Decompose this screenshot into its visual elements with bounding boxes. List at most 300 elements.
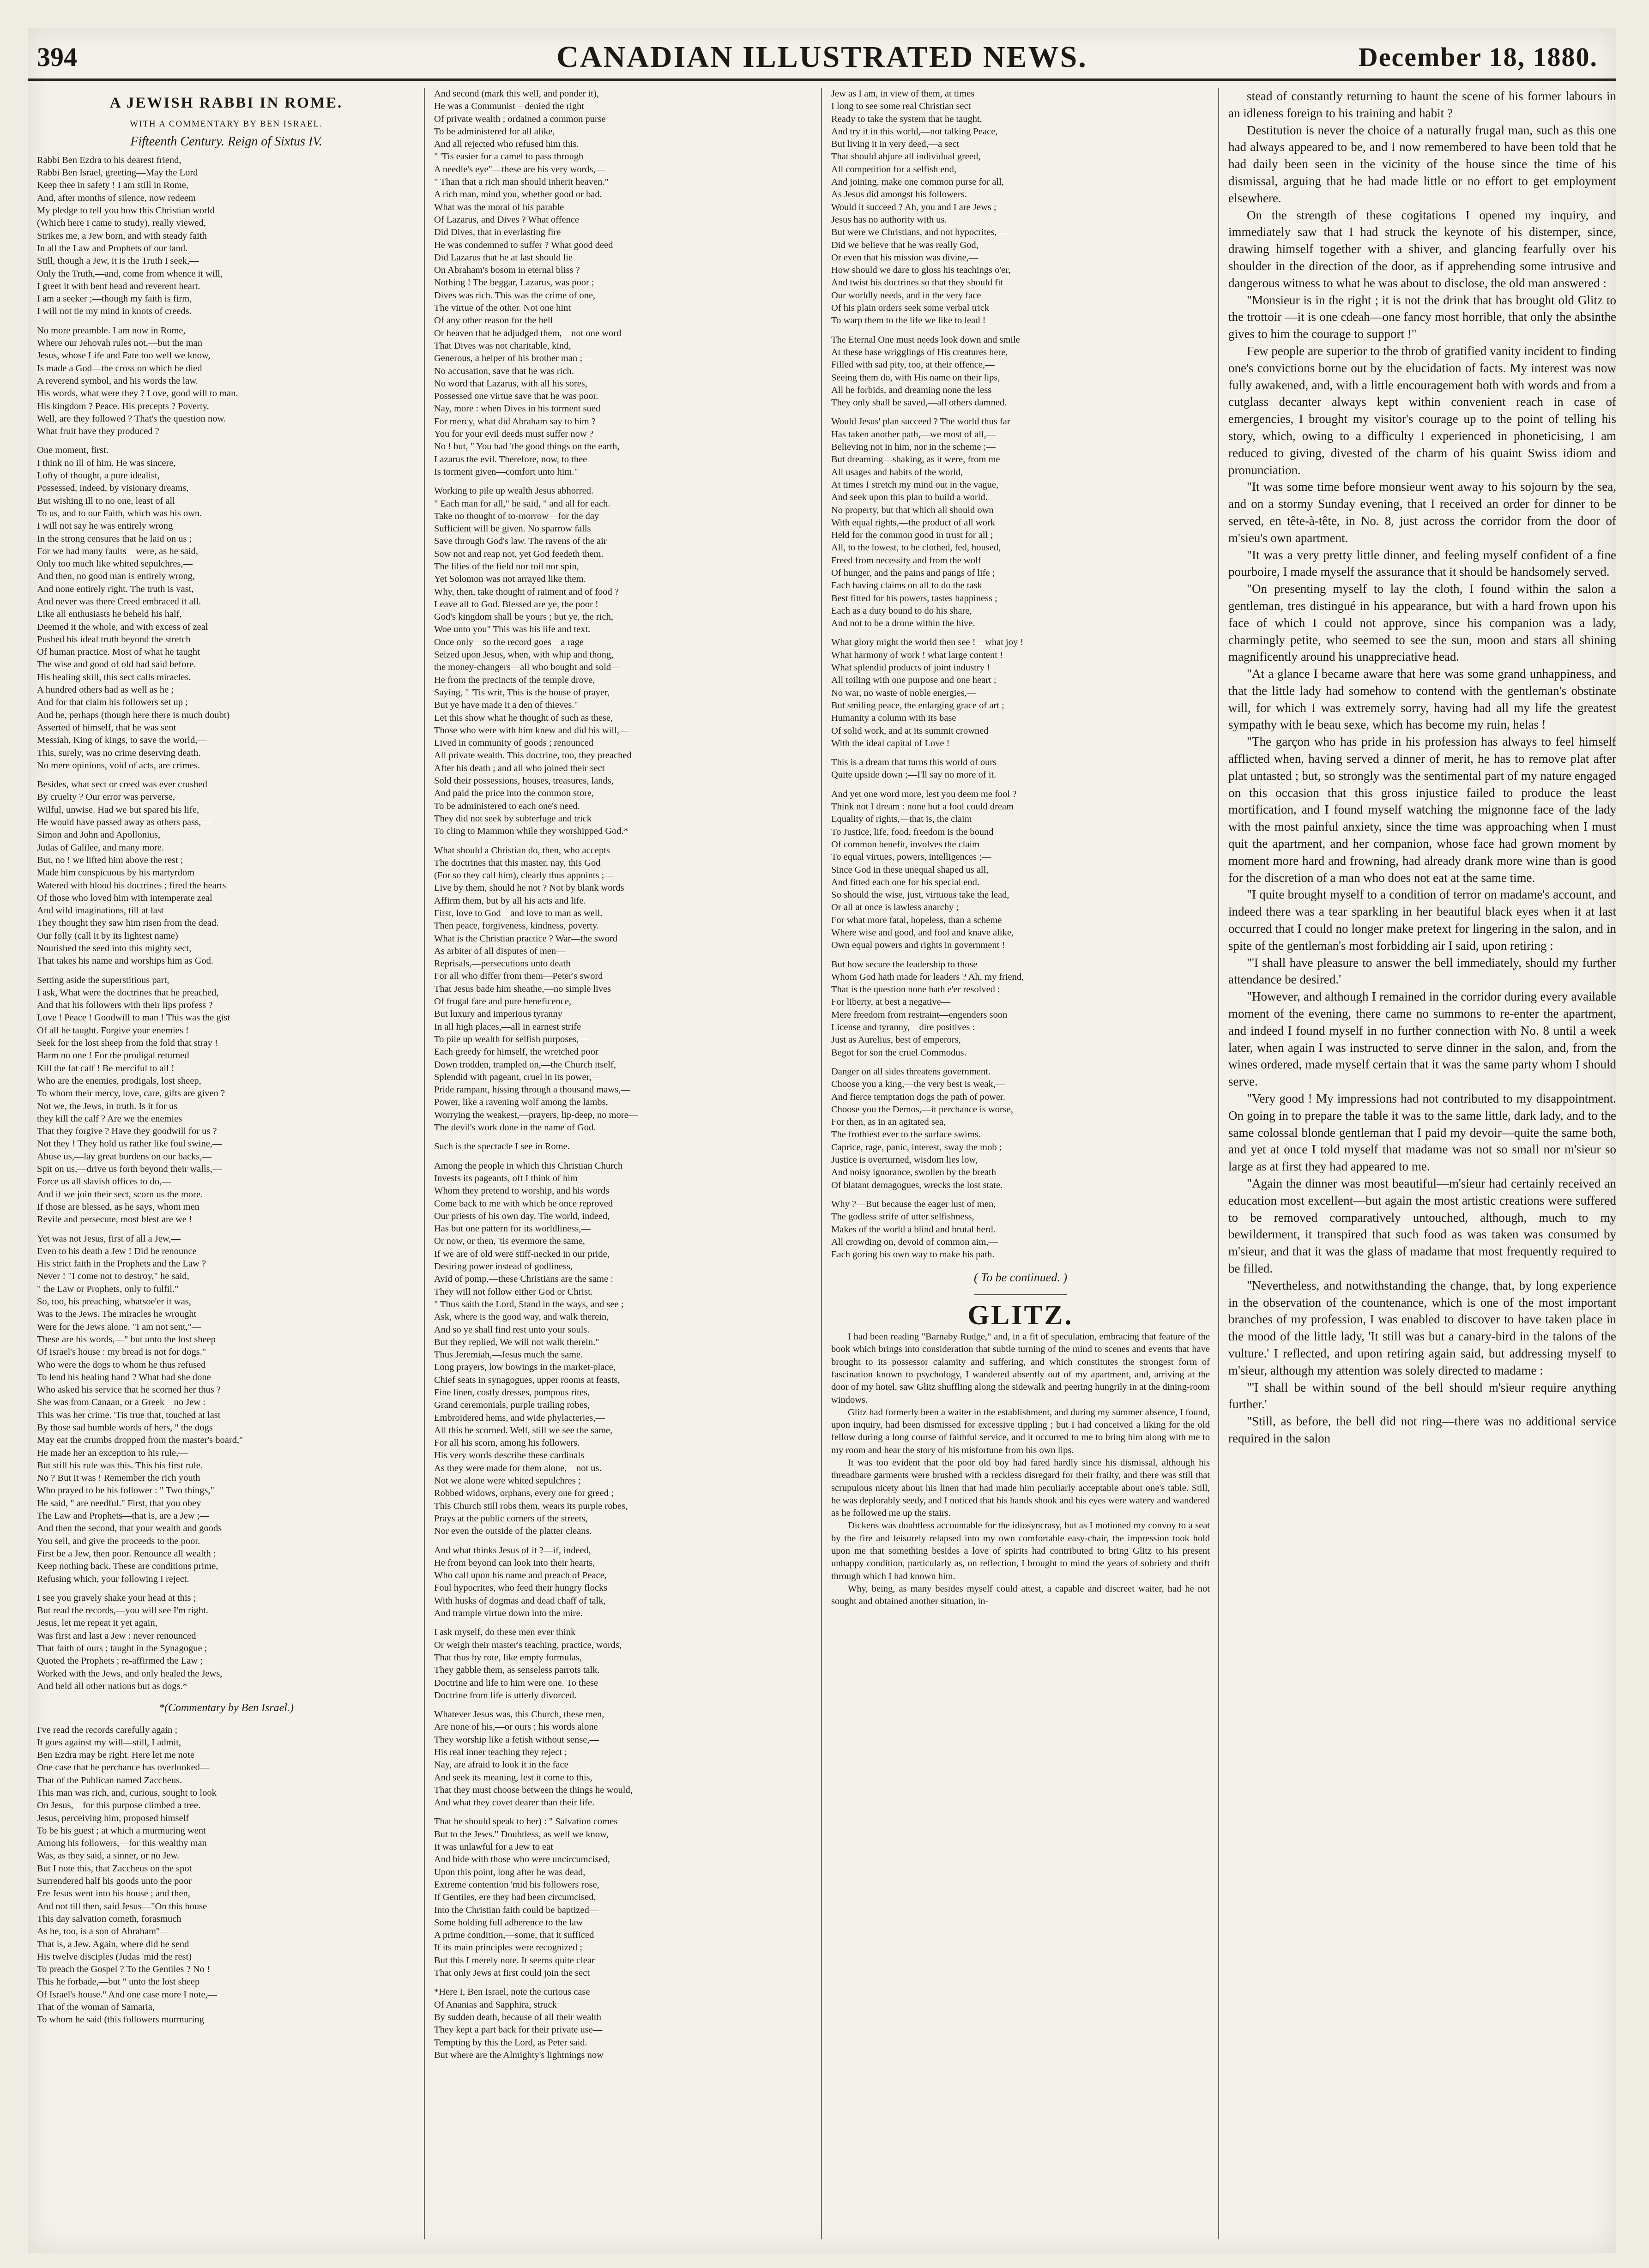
verse-line: Affirm them, but by all his acts and life.	[434, 895, 586, 906]
verse-line: Of his plain orders seek some verbal trick	[831, 303, 990, 314]
stanza	[831, 88, 1210, 327]
verse-line: That only Jews at first could join the sect	[434, 1968, 590, 1978]
verse-line: I think no ill of him. He was sincere,	[37, 458, 176, 468]
verse-line: That he should speak to her) : " Salvation comes	[434, 1816, 618, 1827]
paragraph: "However, and although I remained in the corridor during every available moment of the evening, there came no summons to re-enter the apartment, and indeed I found myself in no further connection with No. 8 until a week later, when again I was instructed to serve dinner in the salon, and, from the wines ordered, made myself certain that it was the same party whom I should serve.	[1228, 989, 1616, 1089]
verse-line: Sold their possessions, houses, treasures, lands,	[434, 776, 614, 786]
verse-line: By those sad humble words of hers, " the dogs	[37, 1422, 213, 1433]
verse-line: A reverend symbol, and his words the law.	[37, 375, 198, 386]
verse-line: For mercy, what did Abraham say to him ?	[434, 416, 596, 427]
verse-line: Chief seats in synagogues, upper rooms at feasts,	[434, 1375, 620, 1385]
verse-line: Tempting by this the Lord, as Peter said.	[434, 2037, 587, 2048]
verse-line: For all who differ from them—Peter's sword	[434, 971, 603, 982]
verse-line: I ask myself, do these men ever think	[434, 1627, 576, 1638]
verse-line: His words, what were they ? Love, good will to man.	[37, 388, 238, 399]
paragraph: "I quite brought myself to a condition of terror on madame's account, and indeed there was a tear sparkling in her beautiful black eyes when it at last occurred that I could no longer make pretext for lingering in the salon, and in spite of the gentleman's most forbidding air I said, upon retiring :	[1228, 887, 1616, 953]
verse-line: They kept a part back for their private use—	[434, 2025, 603, 2035]
verse-line: Choose you the Demos,—it perchance is worse,	[831, 1104, 1013, 1115]
verse-line: Danger on all sides threatens government.	[831, 1066, 991, 1077]
verse-line: And for that claim his followers set up ;	[37, 697, 188, 708]
verse-line: What fruit have they produced ?	[37, 426, 159, 437]
verse-line: Not we, the Jews, in truth. Is it for us	[37, 1101, 178, 1111]
verse-line: And second (mark this well, and ponder it),	[434, 89, 599, 99]
verse-line: Why ?—But because the eager lust of men,	[831, 1199, 996, 1209]
verse-line: Rabbi Ben Ezdra to his dearest friend,	[37, 155, 181, 165]
verse-line: To whom he said (this followers murmuring	[37, 2015, 204, 2025]
stanza	[37, 154, 416, 318]
verse-line: And he, perhaps (though here there is much doubt)	[37, 710, 230, 720]
verse-line: Grand ceremonials, purple trailing robes,	[434, 1400, 590, 1411]
verse-line: No mere opinions, void of acts, are crimes.	[37, 760, 200, 771]
verse-line: That takes his name and worships him as God.	[37, 956, 214, 966]
stanza	[37, 1592, 416, 1693]
verse-line: All competition for a selfish end,	[831, 164, 956, 175]
verse-line: Of common benefit, involves the claim	[831, 839, 980, 850]
verse-line: Ready to take the system that he taught,	[831, 114, 982, 124]
verse-line: And twist his doctrines so that they should fit	[831, 277, 1003, 288]
verse-line: " Thus saith the Lord, Stand in the ways, and see ;	[434, 1299, 624, 1309]
verse-line: Are none of his,—or ours ; his words alone	[434, 1722, 598, 1732]
verse-line: Avid of pomp,—these Christians are the same :	[434, 1274, 613, 1285]
verse-line: I long to see some real Christian sect	[831, 101, 971, 112]
stanza	[831, 1198, 1210, 1261]
verse-line: They gabble them, as senseless parrots talk.	[434, 1665, 600, 1676]
verse-line: They worship like a fetish without sense,—	[434, 1734, 599, 1745]
verse-line: But living it in very deed,—a sect	[831, 139, 960, 150]
paragraph: On the strength of these cogitations I opened my inquiry, and immediately saw that I had struck the keynote of his distemper, since, drawing himself together with a shiver, and glancing fearfully over his shoulder in the direction of the door, as if apprehending some intrusive and dangerous witness to what he was about to disclose, the old man answered :	[1228, 208, 1616, 290]
verse-line: Jesus, let me repeat it yet again,	[37, 1618, 157, 1629]
article-title: A JEWISH RABBI IN ROME.	[109, 95, 343, 111]
paragraph: It was too evident that the poor old boy had fared hardly since his dismissal, although his threadbare garments were brushed with a reckless disregard for their frailty, and there was still that scrupulous nicety about his linen that had made him peculiarly acceptable about one's table. Still, he was deplorably seedy, and I noticed that his hands shook and his eyes were watery and wandered as he followed me up the stairs.	[831, 1457, 1210, 1519]
verse-line: Among his followers,—for this wealthy man	[37, 1838, 207, 1849]
stanza	[434, 1816, 813, 1979]
verse-line: The lilies of the field nor toil nor spin,	[434, 561, 579, 572]
verse-line: That is the question none hath e'er resolved ;	[831, 984, 1000, 995]
verse-line: In all the Law and Prophets of our land.	[37, 243, 188, 253]
verse-line: Equality of rights,—that is, the claim	[831, 814, 972, 825]
verse-line: Humanity a column with its base	[831, 713, 956, 724]
verse-line: Nothing ! The beggar, Lazarus, was poor ;	[434, 277, 594, 288]
verse-line: But how secure the leadership to those	[831, 959, 978, 970]
verse-line: Prays at the public corners of the streets,	[434, 1513, 588, 1524]
article-subtitle: WITH A COMMENTARY BY BEN ISRAEL.	[130, 119, 323, 129]
verse-line: Whom God hath made for leaders ? Ah, my friend,	[831, 971, 1024, 982]
paragraph: "Again the dinner was most beautiful—m'sieur had certainly received an education most excellent—but again the most artistic creations were suffered to be removed comparatively untouched, although, much to my bewilderment, it transpired that such food as was taken was consumed by m'sieur, and that it was the glass of madame that most frequently required to be filled.	[1228, 1176, 1616, 1275]
verse-line: Believing not in him, nor in the scheme ;—	[831, 442, 996, 452]
verse-line: Live by them, should he not ? Not by blank words	[434, 883, 624, 893]
verse-line: Long prayers, low bowings in the market-place,	[434, 1362, 616, 1373]
verse-line: Not we alone were whited sepulchres ;	[434, 1476, 581, 1486]
verse-line: " 'Tis easier for a camel to pass through	[434, 151, 584, 162]
verse-line: Setting aside the superstitious part,	[37, 975, 169, 985]
verse-line: Of frugal fare and pure beneficence,	[434, 996, 572, 1007]
verse-line: Ere Jesus went into his house ; and then,	[37, 1888, 190, 1899]
verse-line: Only too much like whited sepulchres,—	[37, 559, 193, 569]
paragraph: Dickens was doubtless accountable for the idiosyncrasy, but as I motioned my convoy to a seat by the fire and leisurely relapsed into my own comfortable easy-chair, the impression took hold upon me that something besides a love of spirits had contributed to bring Glitz to his present unhappy condition, particularly as, on reflection, I brought to mind the years of sobriety and thrift through which I had known him.	[831, 1520, 1210, 1581]
verse-line: Invests its pageants, oft I think of him	[434, 1173, 578, 1183]
verse-line: For we had many faults—were, as he said,	[37, 546, 198, 556]
verse-line: A needle's eye"—these are his very words,—	[434, 164, 605, 175]
paragraph: Why, being, as many besides myself could attest, a capable and discreet waiter, had he not sought and obtained another situation, in-	[831, 1583, 1210, 1607]
verse-line: And if we join their sect, scorn us the more.	[37, 1189, 203, 1200]
verse-line: To preach the Gospel ? To the Gentiles ? No !	[37, 1964, 210, 1975]
verse-line: After his death ; and all who joined their sect	[434, 763, 605, 773]
verse-line: Among the people in which this Christian Church	[434, 1160, 623, 1171]
paragraph: Destitution is never the choice of a naturally frugal man, such as this one had always appeared to be, and I now remembered to have been told that he had daily been seen in the vicinity of the house since the time of his dismissal, arguing that he had made little or no effort to get employment elsewhere.	[1228, 123, 1616, 205]
verse-line: Would Jesus' plan succeed ? The world thus far	[831, 416, 1010, 427]
verse-line: Who are the enemies, prodigals, lost sheep,	[37, 1075, 201, 1086]
verse-line: If those are blessed, as he says, whom men	[37, 1201, 199, 1212]
verse-line: Of hunger, and the pains and pangs of life ;	[831, 567, 995, 578]
verse-line: That they forgive ? Have they goodwill for us ?	[37, 1126, 217, 1137]
verse-line: That of the woman of Samaria,	[37, 2002, 155, 2013]
verse-line: Let this show what he thought of such as these,	[434, 712, 613, 723]
verse-line: Quoted the Prophets ; re-affirmed the Law ;	[37, 1656, 203, 1666]
verse-line: His healing skill, this sect calls miracles.	[37, 672, 191, 682]
verse-line: Dives was rich. This was the crime of one,	[434, 290, 596, 301]
verse-line: I ask, What were the doctrines that he preached,	[37, 987, 219, 998]
verse-line: Mere freedom from restraint—engenders soon	[831, 1009, 1008, 1020]
verse-line: Doctrine and life to him were one. To these	[434, 1677, 598, 1688]
verse-line: To be administered to each one's need.	[434, 801, 580, 811]
verse-line: " the Law or Prophets, only to fulfil."	[37, 1284, 179, 1294]
verse-line: A prime condition,—some, that it sufficed	[434, 1930, 594, 1941]
verse-line: Besides, what sect or creed was ever crushed	[37, 779, 207, 790]
stanza	[37, 974, 416, 1226]
verse-line: Nor even the outside of the platter cleans.	[434, 1526, 592, 1537]
stanza	[831, 1066, 1210, 1192]
verse-line: And, after months of silence, now redeem	[37, 193, 196, 203]
verse-line: That faith of ours ; taught in the Synagogue ;	[37, 1643, 207, 1654]
verse-line: He said, " are needful." First, that you obey	[37, 1498, 201, 1508]
stanza	[831, 756, 1210, 782]
verse-line: Possessed one virtue save that he was poor.	[434, 391, 598, 402]
verse-line: Would it succeed ? Ah, you and I are Jews ;	[831, 202, 997, 212]
verse-line: Of Israel's house : my bread is not for dogs."	[37, 1347, 206, 1357]
verse-line: But smiling peace, the enlarging grace of art ;	[831, 700, 1004, 711]
verse-line: To be his guest ; at which a murmuring went	[37, 1825, 206, 1836]
verse-line: Worked with the Jews, and only healed the Jews,	[37, 1668, 223, 1679]
poem-body	[831, 88, 1210, 1261]
article-body	[1228, 88, 1616, 1447]
verse-line: And fitted each one for his special end.	[831, 877, 980, 887]
verse-line: As arbiter of all disputes of men—	[434, 946, 566, 956]
verse-line: Each greedy for himself, the wretched poor	[434, 1047, 598, 1057]
verse-line: And seek upon this plan to build a world.	[831, 492, 988, 503]
verse-line: Lazarus the evil. Therefore, now, to thee	[434, 454, 587, 464]
verse-line: Think not I dream : none but a fool could dream	[831, 802, 1014, 812]
verse-line: I will not say he was entirely wrong	[37, 521, 173, 531]
verse-line: This Church still robs them, wears its purple robes,	[434, 1501, 628, 1511]
verse-line: Of those who loved him with intemperate zeal	[37, 893, 212, 903]
verse-line: Or all at once is lawless anarchy ;	[831, 902, 959, 913]
verse-line: This, surely, was no crime deserving death.	[37, 748, 201, 758]
verse-line: He from beyond can look into their hearts,	[434, 1557, 595, 1568]
verse-line: Strikes me, a Jew born, and with steady faith	[37, 230, 207, 241]
verse-line: All, to the lowest, to be clothed, fed, housed,	[831, 543, 1001, 553]
verse-line: He was condemned to suffer ? What good deed	[434, 240, 613, 250]
verse-line: And wild imaginations, till at last	[37, 905, 164, 916]
verse-line: And then, no good man is entirely wrong,	[37, 571, 195, 582]
verse-line: The wise and good of old had said before.	[37, 659, 196, 670]
verse-line: This man was rich, and, curious, sought to look	[37, 1788, 217, 1798]
verse-line: But dreaming—shaking, as it were, from me	[831, 454, 1000, 465]
verse-line: But luxury and imperious tyranny	[434, 1009, 562, 1019]
verse-line: Wilful, unwise. Had we but spared his life,	[37, 804, 199, 815]
verse-line: That thus by rote, like empty formulas,	[434, 1652, 582, 1663]
verse-line: I will not tie my mind in knots of creeds.	[37, 306, 192, 317]
verse-line: Splendid with pageant, cruel in its power,—	[434, 1072, 601, 1082]
verse-line: His strict faith in the Prophets and the Law ?	[37, 1259, 206, 1269]
stanza	[434, 1160, 813, 1538]
verse-line: Yet Solomon was not arrayed like them.	[434, 574, 586, 585]
verse-line: Embroidered hems, and wide phylacteries,—	[434, 1412, 605, 1423]
verse-line: I am a seeker ;—though my faith is firm,	[37, 294, 192, 304]
verse-line: And so ye shall find rest unto your souls.	[434, 1324, 590, 1335]
verse-line: Then peace, forgiveness, kindness, poverty.	[434, 921, 599, 931]
verse-line: Of human practice. Most of what he taught	[37, 647, 200, 657]
verse-line: They will not follow either God or Christ.	[434, 1286, 593, 1297]
paragraph: Few people are superior to the throb of gratified vanity incident to finding one's convictions borne out by the elucidation of facts. My interest was now fully awakened, and, with a little encouragement both with words and from a cutglass decanter always kept within convenient reach in case of emergencies, I brought my visitor's courage up to the point of telling his story, which, owing to a difficulty I experienced in phoneticising, I am reduced to giving, divested of the charm of his quaint Swiss idiom and pronunciation.	[1228, 344, 1616, 477]
verse-line: With husks of dogmas and dead chaff of talk,	[434, 1595, 606, 1606]
verse-line: The doctrines that this master, nay, this God	[434, 857, 601, 868]
verse-line: That Dives was not charitable, kind,	[434, 340, 571, 351]
poem-body	[434, 88, 813, 2062]
verse-line: This was her crime. 'Tis true that, touched at last	[37, 1410, 221, 1420]
verse-line: No more preamble. I am now in Rome,	[37, 325, 186, 336]
verse-line: Not they ! They hold us rather like foul swine,—	[37, 1139, 222, 1149]
verse-line: Upon this point, long after he was dead,	[434, 1867, 586, 1877]
verse-line: A rich man, mind you, whether good or bad.	[434, 189, 602, 200]
verse-line: Of Ananias and Sapphira, struck	[434, 1999, 557, 2010]
verse-line: She was from Canaan, or a Greek—no Jew :	[37, 1397, 205, 1408]
verse-line: Nay, more : when Dives in his torment sued	[434, 404, 601, 414]
verse-line: At times I stretch my mind out in the vague,	[831, 479, 999, 490]
verse-line: Held for the common good in trust for all ;	[831, 530, 993, 541]
verse-line: To whom their mercy, love, care, gifts are given ?	[37, 1088, 225, 1099]
verse-line: Kill the fat calf ! Be merciful to all !	[37, 1063, 175, 1074]
paragraph: "'I shall have pleasure to answer the bell immediately, should my further attendance be desired.'	[1228, 955, 1616, 987]
paragraph: I had been reading "Barnaby Rudge," and, in a fit of speculation, embracing that feature of the book which brings into consideration that subtle turning of the mind to scenes and events that have brought to its possessor calamity and suffering, and which constitutes the strongest form of fascination known to psychology, I wandered absently out of my apartment, and, arriving at the door of my hotel, saw Glitz shuffling along the sidewalk and peering hungrily in at the dining-room windows.	[831, 1332, 1210, 1405]
verse-line: Was, as they said, a sinner, or no Jew.	[37, 1851, 180, 1861]
verse-line: Simon and John and Apollonius,	[37, 830, 161, 840]
verse-line: That is, a Jew. Again, where did he send	[37, 1939, 189, 1949]
verse-line: All crowding on, devoid of common aim,—	[831, 1237, 998, 1247]
verse-line: And seek its meaning, lest it come to this,	[434, 1772, 592, 1783]
verse-line: First, love to God—and love to man as well.	[434, 908, 603, 918]
verse-line: And yet one word more, lest you deem me fool ?	[831, 789, 1017, 799]
verse-line: For then, as in an agitated sea,	[831, 1117, 946, 1128]
verse-line: Spit on us,—drive us forth beyond their walls,—	[37, 1164, 222, 1175]
verse-line: But still his rule was this. This his first rule.	[37, 1460, 203, 1471]
verse-line: That of the Publican named Zaccheus.	[37, 1775, 182, 1785]
verse-line: Jew as I am, in view of them, at times	[831, 89, 975, 99]
article-title: GLITZ.	[967, 1299, 1074, 1330]
verse-line: And what they covet dearer than their life.	[434, 1798, 595, 1808]
verse-line: He was a Communist—denied the right	[434, 101, 585, 112]
verse-line: Where wise and good, and fool and knave alike,	[831, 928, 1014, 938]
stanza	[434, 1986, 813, 2062]
verse-line: He would have passed away as others pass,—	[37, 817, 211, 828]
verse-line: He made her an exception to his rule,—	[37, 1448, 188, 1458]
verse-line: His real inner teaching they reject ;	[434, 1747, 568, 1757]
poem-body	[37, 154, 416, 1693]
verse-line: But where are the Almighty's lightnings now	[434, 2050, 604, 2060]
column-rule	[821, 88, 822, 2239]
verse-line: But ye have made it a den of thieves."	[434, 700, 578, 711]
verse-line: If its main principles were recognized ;	[434, 1942, 583, 1953]
verse-line: So should the wise, just, virtuous take the lead,	[831, 890, 1009, 900]
verse-line: Was first and last a Jew : never renounced	[37, 1630, 196, 1641]
verse-line: Pushed his ideal truth beyond the stretch	[37, 634, 191, 645]
newspaper-title: CANADIAN ILLUSTRATED NEWS.	[556, 40, 1087, 74]
column-4	[1228, 88, 1616, 2239]
verse-line: Best fitted for his powers, tastes happiness ;	[831, 593, 997, 603]
verse-line: Those who were with him knew and did his will,—	[434, 725, 629, 736]
verse-line: But read the records,—you will see I'm right.	[37, 1605, 208, 1616]
verse-line: Power, like a ravening wolf among the lambs,	[434, 1097, 608, 1108]
stanza	[831, 416, 1210, 630]
verse-line: The godless strife of utter selfishness,	[831, 1212, 974, 1222]
verse-line: Some holding full adherence to the law	[434, 1917, 583, 1928]
verse-line: The Law and Prophets—that is, are a Jew ;—	[37, 1511, 209, 1521]
verse-line: Who were the dogs to whom he thus refused	[37, 1359, 206, 1370]
verse-line: Caprice, rage, panic, interest, sway the mob ;	[831, 1142, 1002, 1152]
verse-line: And what thinks Jesus of it ?—if, indeed,	[434, 1545, 591, 1556]
verse-line: His kingdom ? Peace. His precepts ? Poverty.	[37, 401, 209, 411]
commentary-body	[37, 1724, 416, 2027]
verse-line: Deemed it the whole, and with excess of zeal	[37, 621, 208, 632]
verse-line: These are his words,—" but unto the lost sheep	[37, 1334, 216, 1345]
verse-line: He from the precincts of the temple drove,	[434, 675, 595, 685]
verse-line: This he forbade,—but " unto the lost sheep	[37, 1977, 200, 1987]
stanza	[434, 485, 813, 838]
verse-line: You for your evil deeds must suffer now ?	[434, 429, 593, 440]
verse-line: The virtue of the other. Not one hint	[434, 303, 571, 314]
stanza	[831, 788, 1210, 952]
verse-line: For all his scorn, among his followers.	[434, 1438, 580, 1448]
verse-line: In the strong censures that he laid on us ;	[37, 533, 192, 544]
paragraph: "Very good ! My impressions had not contributed to my disappointment. On going in to prepare the table it was to the same little, dark lady, and to the same colossal blonde gentleman that I paid my devoir—quite the same both, and yet at once I told myself that madame was not so small nor m'sieur so large as at first they had appeared to me.	[1228, 1092, 1616, 1174]
verse-line: Ben Ezdra may be right. Here let me note	[37, 1750, 194, 1761]
verse-line: This day salvation cometh, forasmuch	[37, 1913, 181, 1924]
stanza	[37, 1233, 416, 1586]
verse-line: No ? But it was ! Remember the rich youth	[37, 1473, 200, 1484]
verse-line: Did Lazarus that he at last should lie	[434, 252, 573, 263]
verse-line: Sow not and reap not, yet God feedeth them.	[434, 549, 604, 559]
verse-line: What was the moral of his parable	[434, 202, 564, 212]
verse-line: And noisy ignorance, swollen by the breath	[831, 1167, 996, 1178]
verse-line: No war, no waste of noble energies,—	[831, 688, 977, 698]
verse-line: No word that Lazarus, with all his sores,	[434, 378, 587, 389]
issue-date: December 18, 1880.	[1358, 42, 1598, 72]
verse-line: All usages and habits of the world,	[831, 467, 963, 477]
verse-line: God's kingdom shall be yours ; but ye, the rich,	[434, 612, 614, 622]
stanza	[831, 334, 1210, 410]
verse-line: And not till then, said Jesus—"On this house	[37, 1901, 207, 1912]
commentary-heading: *(Commentary by Ben Israel.)	[159, 1702, 294, 1714]
verse-line: License and tyranny,—dire positives :	[831, 1022, 975, 1033]
column-2	[434, 88, 813, 2239]
verse-line: Such is the spectacle I see in Rome.	[434, 1141, 570, 1152]
verse-line: And then the second, that your wealth and goods	[37, 1523, 222, 1534]
paragraph: "Still, as before, the bell did not ring—there was no additional service required in the salon	[1228, 1414, 1616, 1445]
verse-line: But to the Jews." Doubtless, as well we know,	[434, 1829, 609, 1840]
verse-line: Never ! "I come not to destroy," he said,	[37, 1271, 189, 1282]
verse-line: Down trodden, trampled on,—the Church itself,	[434, 1059, 616, 1070]
verse-line: Who call upon his name and preach of Peace,	[434, 1570, 607, 1581]
verse-line: With equal rights,—the product of all work	[831, 517, 995, 528]
verse-line: All toiling with one purpose and one heart ;	[831, 675, 997, 686]
verse-line: Come back to me with which he once reproved	[434, 1198, 613, 1209]
verse-line: Foul hypocrites, who feed their hungry flocks	[434, 1583, 608, 1593]
verse-line: Desiring power instead of godliness,	[434, 1261, 573, 1272]
verse-line: Did Dives, that in everlasting fire	[434, 227, 561, 238]
verse-line: All this he scorned. Well, still we see the same,	[434, 1425, 613, 1436]
verse-line: Asserted of himself, that he was sent	[37, 722, 176, 733]
verse-line: A hundred others had as well as he ;	[37, 685, 174, 695]
verse-line: " Each man for all," he said, " and all for each.	[434, 498, 610, 509]
verse-line: To pile up wealth for selfish purposes,—	[434, 1034, 588, 1044]
verse-line: Is torment given—comfort unto him."	[434, 466, 578, 477]
verse-line: To warp them to the life we like to lead !	[831, 315, 986, 326]
verse-line: All he forbids, and dreaming none the less	[831, 385, 992, 395]
verse-line: Who asked his service that he scorned her thus ?	[37, 1385, 221, 1395]
verse-line: Ask, where is the good way, and walk therein,	[434, 1312, 609, 1322]
verse-line: Seized upon Jesus, when, with whip and thong,	[434, 650, 614, 660]
verse-line: Revile and persecute, most blest are we !	[37, 1214, 192, 1225]
verse-line: What glory might the world then see !—what joy !	[831, 637, 1024, 648]
verse-line: The Eternal One must needs look down and smile	[831, 334, 1020, 345]
verse-line: As he, too, is a son of Abraham"—	[37, 1926, 169, 1937]
verse-line: How should we dare to gloss his teachings o'er,	[831, 265, 1011, 276]
verse-line: Fine linen, costly dresses, pompous rites,	[434, 1387, 590, 1398]
verse-line: They only shall be saved,—all others damned.	[831, 398, 1007, 408]
verse-line: Saying, " 'Tis writ, This is the house of prayer,	[434, 687, 610, 698]
verse-line: Since God in these unequal shaped us all,	[831, 864, 989, 875]
verse-line: One case that he perchance has overlooked—	[37, 1762, 210, 1773]
stanza	[37, 778, 416, 967]
verse-line: (Which here I came to study), really viewed,	[37, 218, 206, 229]
paragraph: "The garçon who has pride in his profession has always to feel himself afflicted when, having served a dinner of merit, he has to remove plat after plat untasted ; but, so strongly was the sentimental part of my nature engaged on this occasion that this gross injustice failed to produce the least mortification, and I found myself watching the mignonne face of the lady with the most painful anxiety, since the time was approaching when I must quit the apartment, and her companion, whose face had grown moment by moment more hard and frowning, had already drank more wine than is good for the discretion of a man who does not eat at the same time.	[1228, 735, 1616, 885]
page-number: 394	[37, 42, 77, 72]
verse-line: All private wealth. This doctrine, too, they preached	[434, 750, 632, 761]
verse-line: To equal virtues, powers, intelligences ;—	[831, 852, 991, 863]
verse-line: Rabbi Ben Israel, greeting—May the Lord	[37, 168, 198, 178]
verse-line: Or heaven that he adjudged them,—not one word	[434, 328, 622, 338]
verse-line: Whom they pretend to worship, and his words	[434, 1186, 610, 1196]
newspaper-page	[28, 28, 1616, 2253]
verse-line: Worrying the weakest,—prayers, lip-deep, no more—	[434, 1110, 638, 1120]
verse-line: Or even that his mission was divine,—	[831, 252, 979, 263]
verse-line: Messiah, King of kings, to save the world,—	[37, 735, 207, 746]
verse-line: For liberty, at best a negative—	[831, 997, 951, 1007]
verse-line: The devil's work done in the name of God.	[434, 1122, 596, 1133]
verse-line: Save through God's law. The ravens of the air	[434, 536, 607, 547]
verse-line: First be a Jew, then poor. Renounce all wealth ;	[37, 1548, 216, 1559]
verse-line: Our worldly needs, and in the very face	[831, 290, 981, 301]
verse-line: The frothiest ever to the surface swims.	[831, 1129, 981, 1140]
verse-line: No accusation, save that he was rich.	[434, 366, 574, 376]
verse-line: Working to pile up wealth Jesus abhorred.	[434, 486, 594, 496]
stanza	[434, 1626, 813, 1702]
verse-line: Begot for son the cruel Commodus.	[831, 1047, 966, 1058]
verse-line: His very words describe these cardinals	[434, 1450, 585, 1461]
verse-line: " Than that a rich man should inherit heaven."	[434, 177, 609, 187]
verse-line: I greet it with bent head and reverent heart.	[37, 281, 200, 291]
verse-line: As Jesus did amongst his followers.	[831, 189, 967, 200]
verse-line: Whatever Jesus was, this Church, these men,	[434, 1709, 604, 1720]
